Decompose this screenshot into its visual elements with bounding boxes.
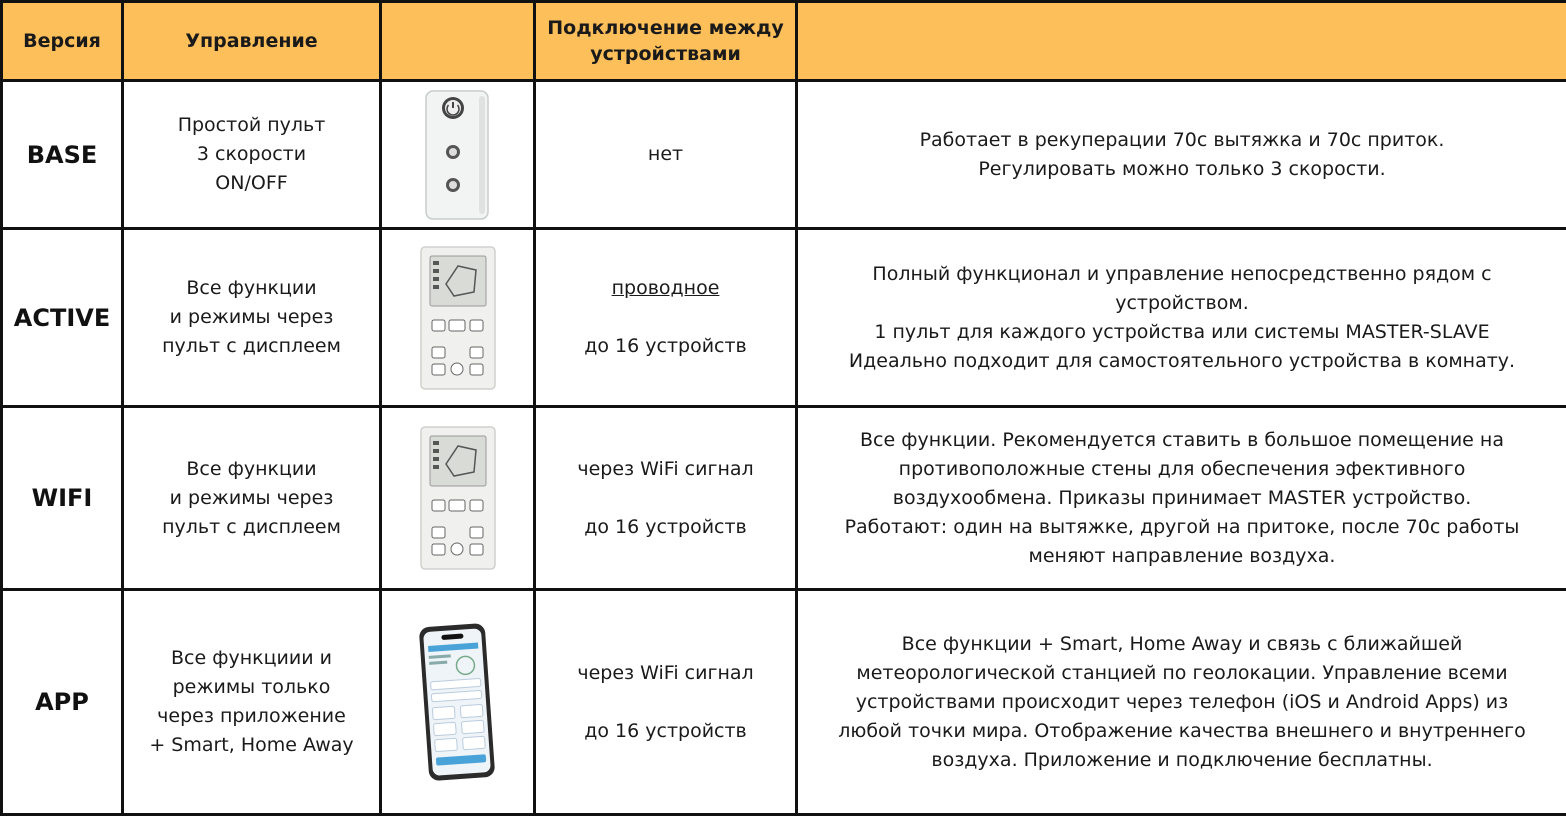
header-image xyxy=(381,2,535,81)
control-cell: Все функциии и режимы только через приложение + Smart, Home Away xyxy=(123,590,381,815)
description-cell: Все функции + Smart, Home Away и связь с ближайшей метеорологической станцией по геолокации. Управление всеми устройствами происходит через телефон (iOS и Android Apps) из любой точки мира. Отображение качества внешнего и внутреннего воздуха. Приложение и подключение бесплатны. xyxy=(797,590,1566,815)
connection-cell xyxy=(535,590,797,815)
remote-image-cell xyxy=(381,229,535,407)
connection-sub: до 16 устройств xyxy=(584,335,747,357)
version-cell: WIFI xyxy=(2,407,123,590)
version-cell: BASE xyxy=(2,81,123,229)
display-remote-icon xyxy=(418,244,498,392)
connection-main: через WiFi сигнал xyxy=(577,457,754,480)
header-row xyxy=(2,2,1566,81)
version-cell: APP xyxy=(2,590,123,815)
description-cell: Все функции. Рекомендуется ставить в большое помещение на противоположные стены для обеспечения эфективного воздухообмена. Приказы принимает MASTER устройство. Работают: один на вытяжке, другой на притоке, после 70с работы меняют направление воздуха. xyxy=(797,407,1566,590)
smartphone-icon xyxy=(414,620,501,785)
header-version: Версия xyxy=(2,2,123,81)
connection-main: через WiFi сигнал xyxy=(577,661,754,684)
connection-sub: до 16 устройств xyxy=(584,719,747,742)
remote-image-cell xyxy=(381,81,535,229)
remote-image-cell xyxy=(381,407,535,590)
header-description xyxy=(797,2,1566,81)
display-remote-icon xyxy=(418,424,498,572)
connection-main: нет xyxy=(647,143,684,165)
simple-remote-icon xyxy=(423,88,493,222)
version-cell: ACTIVE xyxy=(2,229,123,407)
table-row xyxy=(2,81,1566,229)
header-control: Управление xyxy=(123,2,381,81)
connection-cell xyxy=(535,407,797,590)
connection-cell xyxy=(535,81,797,229)
table-row xyxy=(2,407,1566,590)
connection-main: проводное xyxy=(611,277,720,299)
control-cell: Все функции и режимы через пульт с дисплеем xyxy=(123,229,381,407)
table-row xyxy=(2,590,1566,815)
table-row xyxy=(2,229,1566,407)
description-cell: Полный функционал и управление непосредственно рядом с устройством. 1 пульт для каждого устройства или системы MASTER-SLAVE Идеально подходит для самостоятельного устройства в комнату. xyxy=(797,229,1566,407)
description-cell: Работает в рекуперации 70с вытяжка и 70с приток. Регулировать можно только 3 скорости. xyxy=(797,81,1566,229)
control-cell: Все функции и режимы через пульт с дисплеем xyxy=(123,407,381,590)
control-cell: Простой пульт 3 скорости ON/OFF xyxy=(123,81,381,229)
connection-cell xyxy=(535,229,797,407)
header-connection: Подключение между устройствами xyxy=(535,2,797,81)
connection-sub: до 16 устройств xyxy=(584,515,747,538)
phone-image-cell xyxy=(381,590,535,815)
